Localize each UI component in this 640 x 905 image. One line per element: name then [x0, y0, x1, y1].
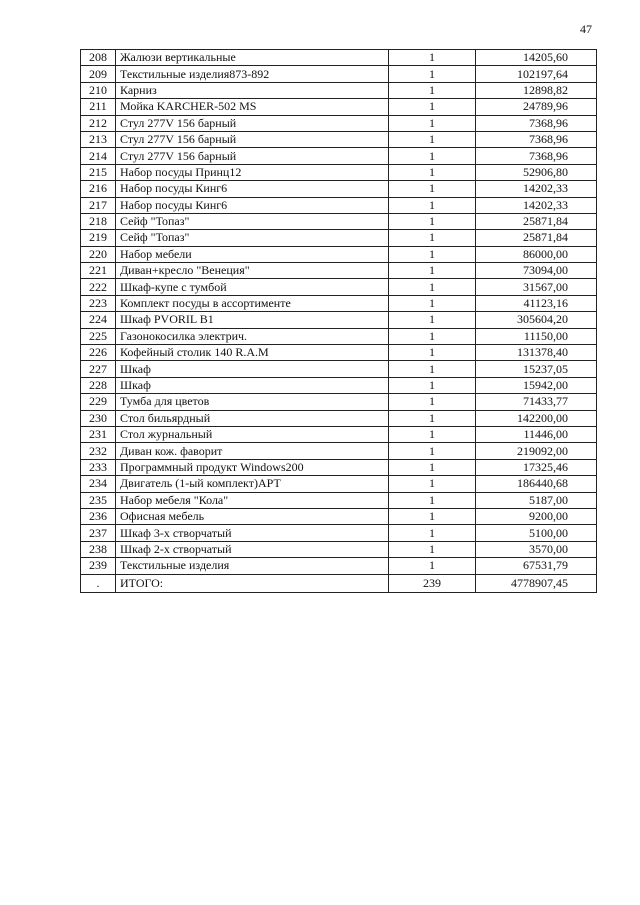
- item-quantity: 1: [389, 279, 476, 295]
- item-name: Программный продукт Windows200: [116, 459, 389, 475]
- row-number: 236: [81, 508, 116, 524]
- table-row: [81, 213, 597, 229]
- row-number: 237: [81, 525, 116, 541]
- item-name: Офисная мебель: [116, 508, 389, 524]
- item-amount: 71433,77: [476, 394, 597, 410]
- item-quantity: 1: [389, 295, 476, 311]
- row-number: 231: [81, 426, 116, 442]
- item-name: Текстильные изделия: [116, 558, 389, 574]
- total-mark: .: [81, 574, 116, 592]
- item-name: Стул 277V 156 барный: [116, 115, 389, 131]
- item-name: Шкаф PVORIL B1: [116, 312, 389, 328]
- item-quantity: 1: [389, 213, 476, 229]
- item-amount: 14202,33: [476, 197, 597, 213]
- item-amount: 15237,05: [476, 361, 597, 377]
- item-name: Стул 277V 156 барный: [116, 131, 389, 147]
- table-row: [81, 345, 597, 361]
- item-name: Жалюзи вертикальные: [116, 50, 389, 66]
- row-number: 222: [81, 279, 116, 295]
- table-row: [81, 230, 597, 246]
- row-number: 208: [81, 50, 116, 66]
- item-quantity: 1: [389, 426, 476, 442]
- row-number: 211: [81, 99, 116, 115]
- row-number: 239: [81, 558, 116, 574]
- total-quantity: 239: [389, 574, 476, 592]
- item-name: Набор мебели: [116, 246, 389, 262]
- item-quantity: 1: [389, 443, 476, 459]
- item-amount: 7368,96: [476, 148, 597, 164]
- item-quantity: 1: [389, 525, 476, 541]
- item-name: Набор посуды Кинг6: [116, 181, 389, 197]
- item-amount: 131378,40: [476, 345, 597, 361]
- table-row: [81, 525, 597, 541]
- row-number: 224: [81, 312, 116, 328]
- table-row: [81, 459, 597, 475]
- item-amount: 86000,00: [476, 246, 597, 262]
- row-number: 226: [81, 345, 116, 361]
- item-amount: 25871,84: [476, 230, 597, 246]
- item-amount: 9200,00: [476, 508, 597, 524]
- item-name: Шкаф-купе с тумбой: [116, 279, 389, 295]
- row-number: 227: [81, 361, 116, 377]
- table-row: [81, 410, 597, 426]
- row-number: 223: [81, 295, 116, 311]
- item-name: Диван кож. фаворит: [116, 443, 389, 459]
- item-name: Кофейный столик 140 R.A.M: [116, 345, 389, 361]
- inventory-table: [80, 49, 597, 593]
- item-amount: 14205,60: [476, 50, 597, 66]
- row-number: 213: [81, 131, 116, 147]
- table-row: [81, 82, 597, 98]
- table-row: [81, 328, 597, 344]
- item-amount: 31567,00: [476, 279, 597, 295]
- item-quantity: 1: [389, 131, 476, 147]
- item-quantity: 1: [389, 148, 476, 164]
- item-quantity: 1: [389, 99, 476, 115]
- item-amount: 12898,82: [476, 82, 597, 98]
- row-number: 220: [81, 246, 116, 262]
- item-amount: 14202,33: [476, 181, 597, 197]
- item-name: Комплект посуды в ассортименте: [116, 295, 389, 311]
- table-row: [81, 279, 597, 295]
- item-quantity: 1: [389, 66, 476, 82]
- table-row: [81, 312, 597, 328]
- table-row: [81, 148, 597, 164]
- row-number: 219: [81, 230, 116, 246]
- item-amount: 7368,96: [476, 115, 597, 131]
- item-name: Шкаф 2-х створчатый: [116, 541, 389, 557]
- table-row: [81, 541, 597, 557]
- item-name: Стул 277V 156 барный: [116, 148, 389, 164]
- table-row: [81, 394, 597, 410]
- item-name: Сейф "Топаз": [116, 213, 389, 229]
- table-row: [81, 99, 597, 115]
- item-quantity: 1: [389, 312, 476, 328]
- row-number: 210: [81, 82, 116, 98]
- item-name: Газонокосилка электрич.: [116, 328, 389, 344]
- item-name: Шкаф: [116, 377, 389, 393]
- item-quantity: 1: [389, 361, 476, 377]
- row-number: 230: [81, 410, 116, 426]
- item-name: Мойка KARCHER-502 MS: [116, 99, 389, 115]
- row-number: 215: [81, 164, 116, 180]
- item-quantity: 1: [389, 558, 476, 574]
- item-quantity: 1: [389, 541, 476, 557]
- row-number: 214: [81, 148, 116, 164]
- table-row: [81, 181, 597, 197]
- item-amount: 5100,00: [476, 525, 597, 541]
- row-number: 221: [81, 263, 116, 279]
- table-row: [81, 295, 597, 311]
- item-quantity: 1: [389, 410, 476, 426]
- page-number: 47: [580, 22, 592, 36]
- table-row: [81, 115, 597, 131]
- table-row: [81, 361, 597, 377]
- item-quantity: 1: [389, 246, 476, 262]
- item-name: Двигатель (1-ый комплект)АРТ: [116, 476, 389, 492]
- row-number: 238: [81, 541, 116, 557]
- item-name: Текстильные изделия873-892: [116, 66, 389, 82]
- item-amount: 11150,00: [476, 328, 597, 344]
- item-amount: 24789,96: [476, 99, 597, 115]
- table-row: [81, 66, 597, 82]
- table-row: [81, 426, 597, 442]
- row-number: 229: [81, 394, 116, 410]
- item-amount: 17325,46: [476, 459, 597, 475]
- item-name: Набор посуды Кинг6: [116, 197, 389, 213]
- item-amount: 142200,00: [476, 410, 597, 426]
- item-quantity: 1: [389, 377, 476, 393]
- row-number: 234: [81, 476, 116, 492]
- item-amount: 5187,00: [476, 492, 597, 508]
- item-amount: 15942,00: [476, 377, 597, 393]
- item-amount: 25871,84: [476, 213, 597, 229]
- item-name: Диван+кресло "Венеция": [116, 263, 389, 279]
- item-name: Стол бильярдный: [116, 410, 389, 426]
- item-quantity: 1: [389, 50, 476, 66]
- table-row: [81, 50, 597, 66]
- table-row: [81, 492, 597, 508]
- item-quantity: 1: [389, 394, 476, 410]
- row-number: 218: [81, 213, 116, 229]
- item-amount: 7368,96: [476, 131, 597, 147]
- item-quantity: 1: [389, 459, 476, 475]
- item-quantity: 1: [389, 197, 476, 213]
- item-quantity: 1: [389, 345, 476, 361]
- row-number: 228: [81, 377, 116, 393]
- table-row: [81, 246, 597, 262]
- row-number: 217: [81, 197, 116, 213]
- row-number: 216: [81, 181, 116, 197]
- item-name: Карниз: [116, 82, 389, 98]
- total-row: [81, 574, 597, 592]
- total-label: ИТОГО:: [116, 574, 389, 592]
- item-quantity: 1: [389, 263, 476, 279]
- row-number: 233: [81, 459, 116, 475]
- table-row: [81, 377, 597, 393]
- table-row: [81, 558, 597, 574]
- table-row: [81, 164, 597, 180]
- table-row: [81, 476, 597, 492]
- table-row: [81, 131, 597, 147]
- item-amount: 186440,68: [476, 476, 597, 492]
- item-amount: 102197,64: [476, 66, 597, 82]
- item-amount: 52906,80: [476, 164, 597, 180]
- item-name: Шкаф 3-х створчатый: [116, 525, 389, 541]
- total-amount: 4778907,45: [476, 574, 597, 592]
- item-name: Шкаф: [116, 361, 389, 377]
- item-quantity: 1: [389, 164, 476, 180]
- item-name: Стол журнальный: [116, 426, 389, 442]
- item-amount: 41123,16: [476, 295, 597, 311]
- row-number: 209: [81, 66, 116, 82]
- row-number: 235: [81, 492, 116, 508]
- item-amount: 11446,00: [476, 426, 597, 442]
- item-quantity: 1: [389, 230, 476, 246]
- table-row: [81, 197, 597, 213]
- item-quantity: 1: [389, 82, 476, 98]
- item-amount: 219092,00: [476, 443, 597, 459]
- item-name: Набор посуды Принц12: [116, 164, 389, 180]
- row-number: 212: [81, 115, 116, 131]
- item-quantity: 1: [389, 115, 476, 131]
- item-quantity: 1: [389, 328, 476, 344]
- item-amount: 305604,20: [476, 312, 597, 328]
- table-row: [81, 263, 597, 279]
- item-quantity: 1: [389, 492, 476, 508]
- item-amount: 3570,00: [476, 541, 597, 557]
- item-name: Сейф "Топаз": [116, 230, 389, 246]
- row-number: 225: [81, 328, 116, 344]
- inventory-table-body: [81, 50, 597, 593]
- table-row: [81, 508, 597, 524]
- item-amount: 73094,00: [476, 263, 597, 279]
- item-name: Набор мебеля "Кола": [116, 492, 389, 508]
- item-quantity: 1: [389, 508, 476, 524]
- item-name: Тумба для цветов: [116, 394, 389, 410]
- item-amount: 67531,79: [476, 558, 597, 574]
- item-quantity: 1: [389, 476, 476, 492]
- table-row: [81, 443, 597, 459]
- row-number: 232: [81, 443, 116, 459]
- item-quantity: 1: [389, 181, 476, 197]
